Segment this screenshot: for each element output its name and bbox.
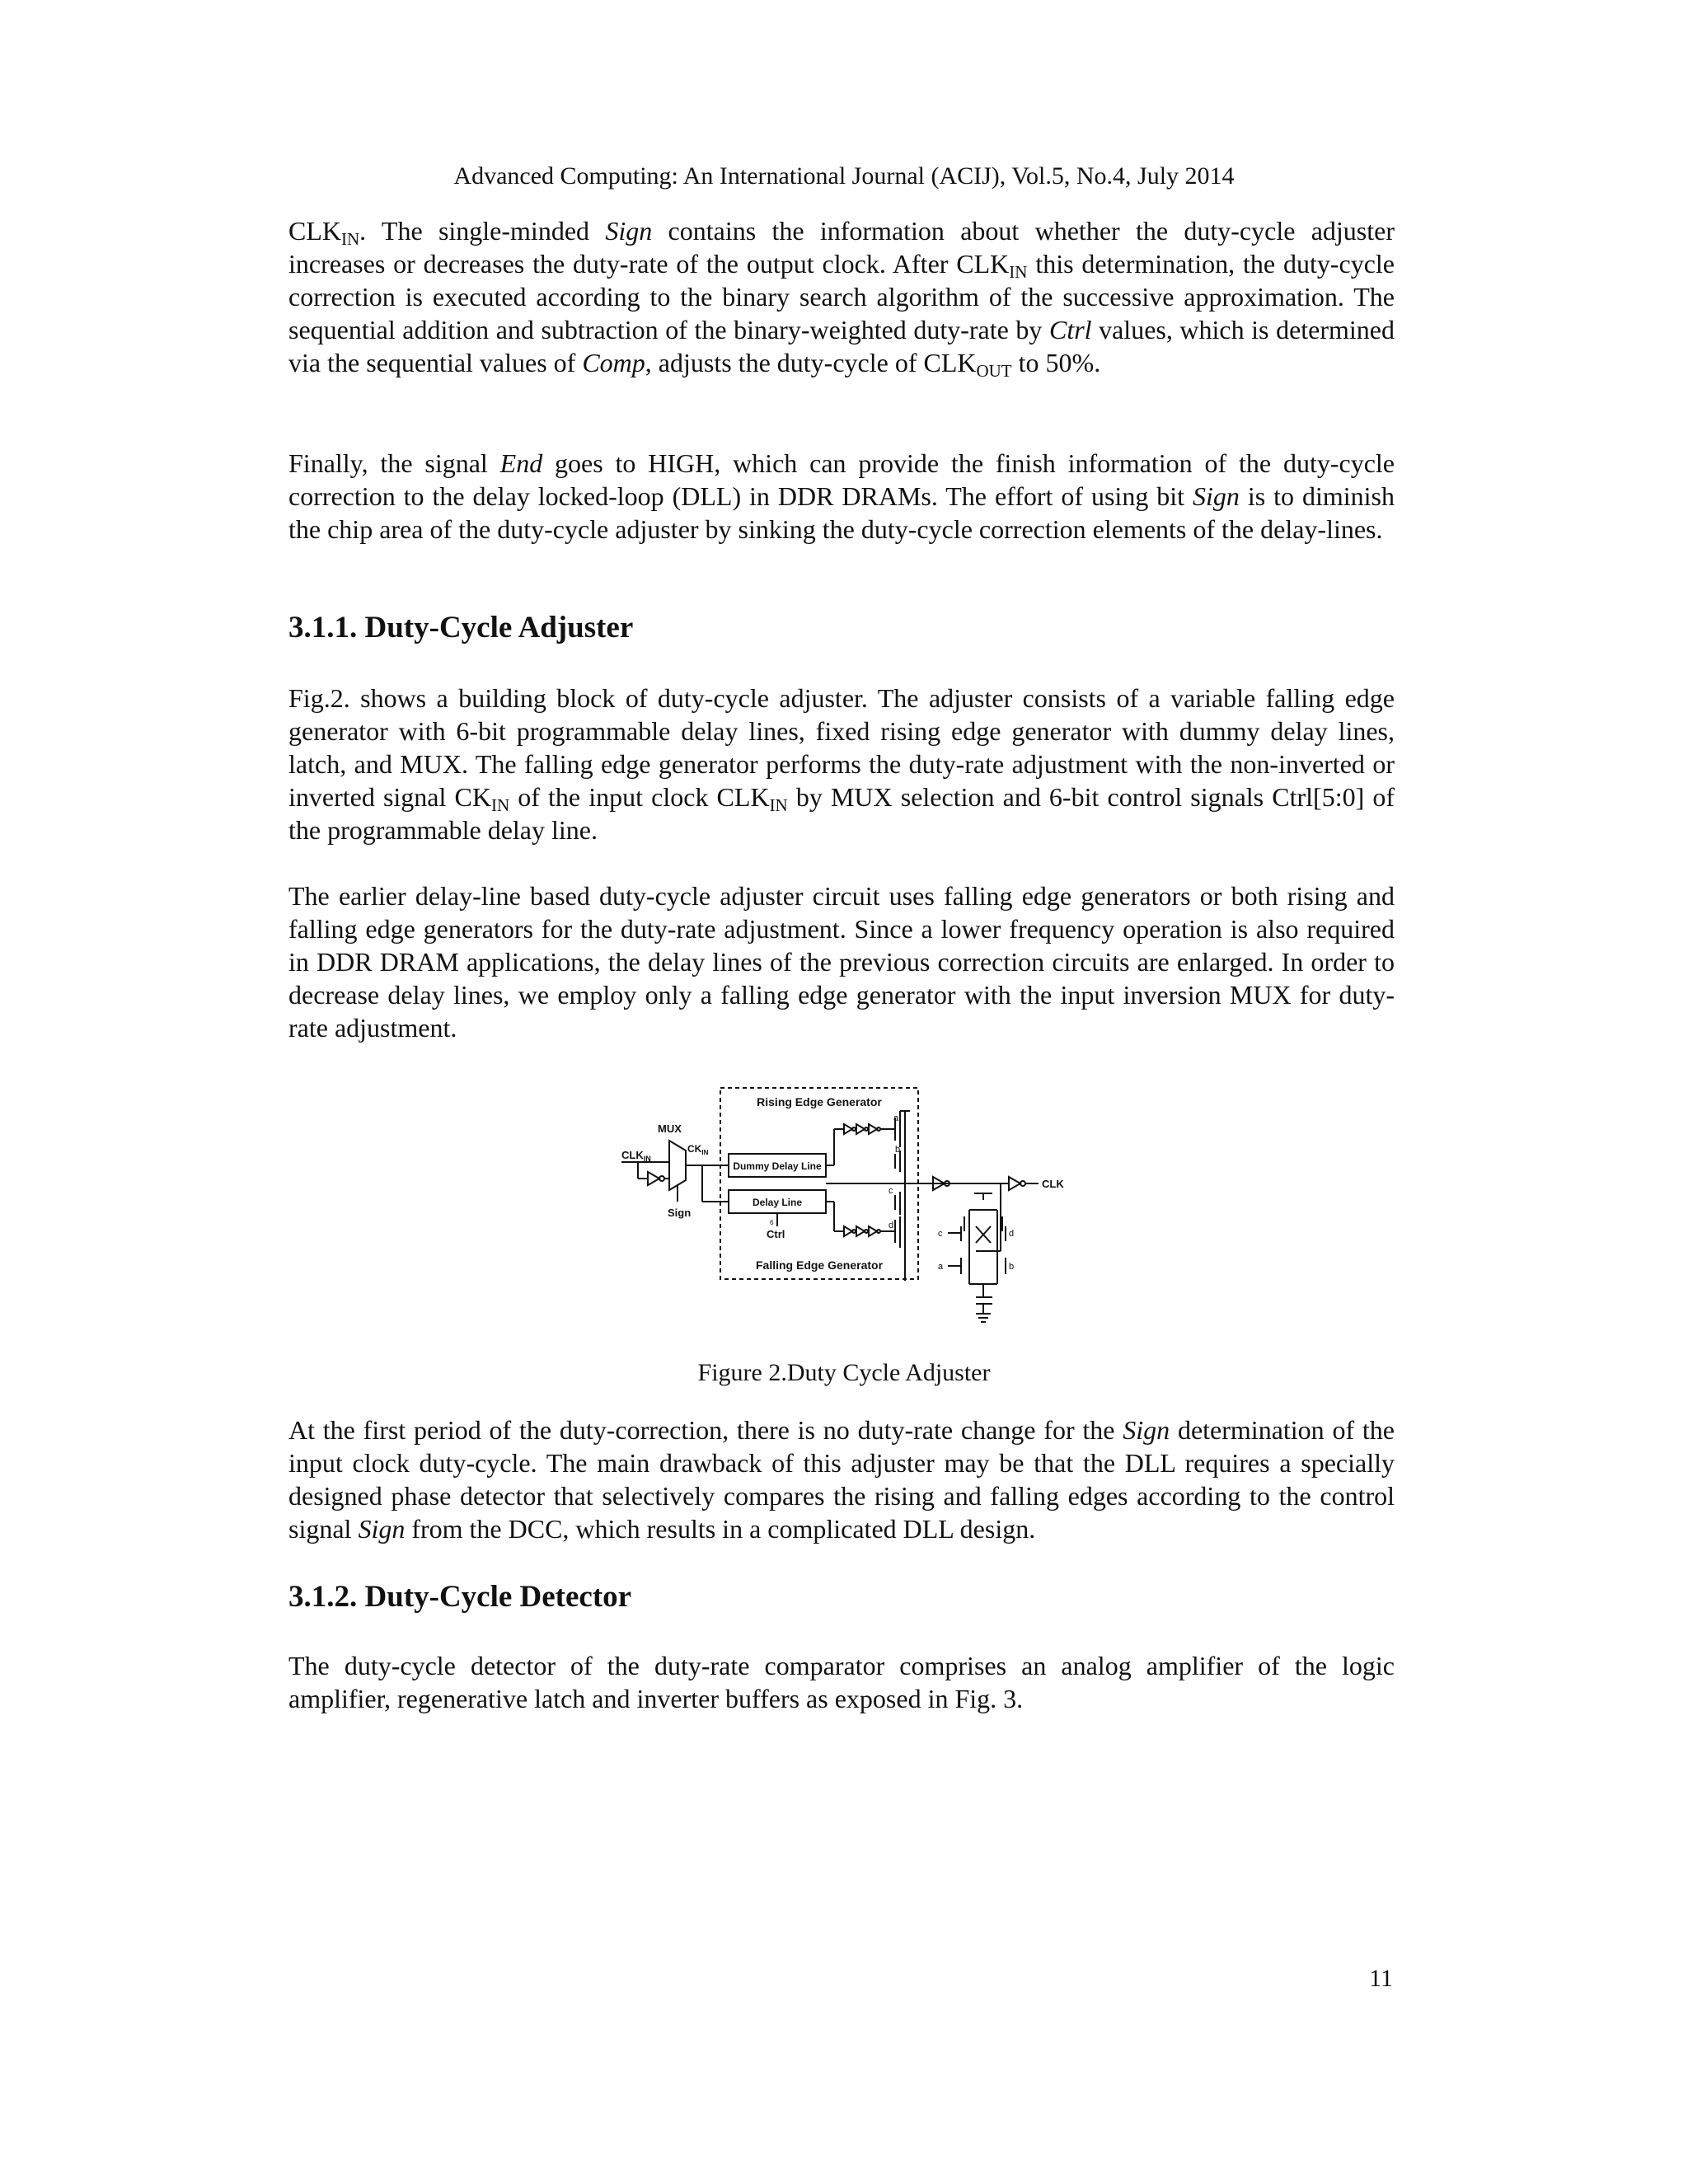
node-d-latch: d bbox=[1009, 1229, 1015, 1239]
node-a-latch: a bbox=[938, 1262, 944, 1272]
figure-caption: Figure 2.Duty Cycle Adjuster bbox=[697, 1359, 991, 1386]
ctrl-bits-label: 6 bbox=[770, 1219, 774, 1226]
node-b-latch: b bbox=[1009, 1262, 1015, 1272]
running-header: Advanced Computing: An International Journal (ACIJ), Vol.5, No.4, July 2014 bbox=[453, 162, 1235, 190]
duty-cycle-adjuster-diagram bbox=[588, 1086, 1091, 1333]
paragraph-6: The duty-cycle detector of the duty-rate comparator comprises an analog amplifier of the logic amplifier, regenerative latch and inverter buffers as exposed in Fig. 3. bbox=[288, 1651, 1395, 1713]
clkin-label: $CLK_{IN}$ bbox=[621, 1149, 651, 1163]
mux-label: MUX bbox=[658, 1122, 682, 1135]
falling-edge-label: Falling Edge Generator bbox=[755, 1258, 884, 1272]
sign-label: Sign bbox=[668, 1207, 692, 1219]
mux-symbol bbox=[669, 1141, 686, 1190]
page-number: 11 bbox=[1369, 1965, 1393, 1992]
paragraph-4: The earlier delay-line based duty-cycle adjuster circuit uses falling edge generators or both rising and falling edge generators for the duty-rate adjustment. Since a lower frequency operation is also required in DDR DRAM applications, the delay lines of the previous correction circuits are enlarged. In order to decrease delay lines, we employ only a falling edge generator with the input inversion MUX for duty-rate adjustment. bbox=[288, 881, 1395, 1043]
node-a-top: a bbox=[893, 1113, 899, 1123]
node-c-latch: c bbox=[938, 1229, 943, 1239]
output-inverter-2 bbox=[1009, 1177, 1020, 1190]
rising-edge-label: Rising Edge Generator bbox=[757, 1095, 882, 1108]
paragraph-1: $CLK_{IN}$. The single-minded Sign contains the information about whether the duty-cycle adjuster increases or decreases the duty-rate of the output clock. After $CLK_{IN}$ this determination, the duty-cycle correction is executed according to the binary search algorithm of the successive approximation. The sequential addition and subtraction of the binary-weighted duty-rate by Ctrl values, which is determined via the sequential values of Comp, adjusts the duty-cycle of $CLK_{OUT}$ to 50%. bbox=[288, 216, 1395, 381]
clk-out-label: CLK bbox=[1042, 1178, 1064, 1190]
paragraph-2: Finally, the signal End goes to HIGH, which can provide the finish information of the duty-cycle correction to the delay locked-loop (DLL) in DDR DRAMs. The effort of using bit Sign is to diminish the chip area of the duty-cycle adjuster by sinking the duty-cycle correction elements of the delay-lines. bbox=[288, 448, 1395, 544]
node-b-top: b bbox=[895, 1145, 901, 1155]
section-heading-3-1-2: 3.1.2. Duty-Cycle Detector bbox=[288, 1580, 632, 1614]
ckin-label: $CK_{IN}$ bbox=[687, 1143, 709, 1156]
paragraph-3: Fig.2. shows a building block of duty-cycle adjuster. The adjuster consists of a variable falling edge generator with 6-bit programmable delay lines, fixed rising edge generator with dummy delay lines, latch, and MUX. The falling edge generator performs the duty-rate adjustment with the non-inverted or inverted signal $CK_{IN}$ of the input clock $CLK_{IN}$ by MUX selection and 6-bit control signals Ctrl[5:0] of the programmable delay line. bbox=[288, 683, 1395, 845]
dummy-delay-label: Dummy Delay Line bbox=[733, 1160, 822, 1172]
node-c-top: c bbox=[889, 1186, 893, 1196]
ctrl-label: Ctrl bbox=[767, 1228, 785, 1240]
input-inverter-symbol bbox=[648, 1172, 659, 1185]
paragraph-5: At the first period of the duty-correction, there is no duty-rate change for the Sign determination of the input clock duty-cycle. The main drawback of this adjuster may be that the DLL requires a specially designed phase detector that selectively compares the rising and falling edges according to the control signal Sign from the DCC, which results in a complicated DLL design. bbox=[288, 1415, 1395, 1544]
delay-line-label: Delay Line bbox=[752, 1197, 803, 1208]
section-heading-3-1-1: 3.1.1. Duty-Cycle Adjuster bbox=[288, 611, 634, 644]
node-d-top: d bbox=[889, 1221, 894, 1230]
